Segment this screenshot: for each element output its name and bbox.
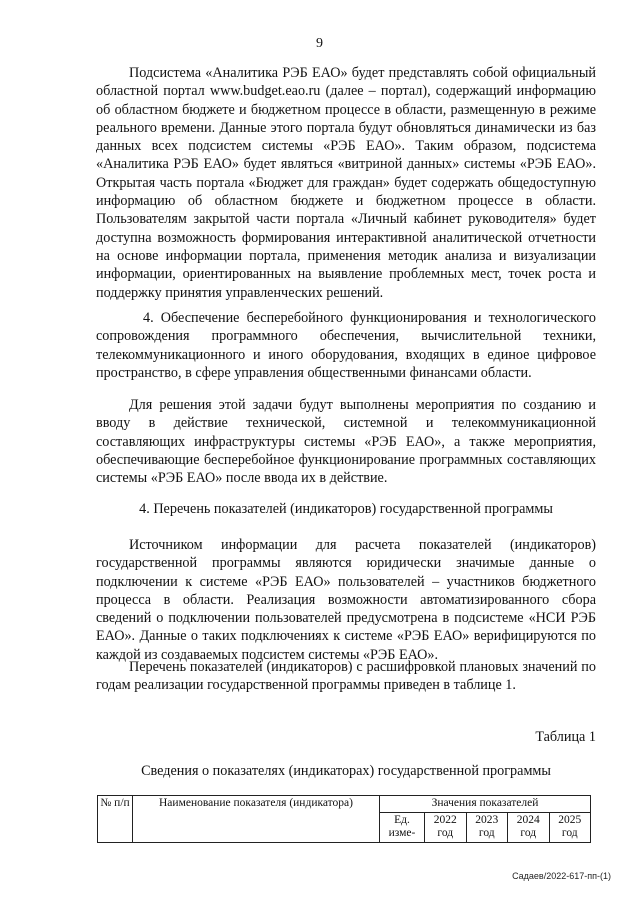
source-paragraph [96, 536, 596, 664]
year-value: 2024 [516, 813, 540, 826]
task-paragraph [96, 309, 596, 382]
header-indicator-name: Наименование показателя (индикатора) [133, 796, 380, 843]
header-year-2023 [466, 812, 508, 842]
measures-paragraph [96, 396, 596, 487]
list-paragraph [96, 658, 596, 695]
section-heading: 4. Перечень показателей (индикаторов) государственной программы [139, 501, 553, 517]
header-number: № п/п [98, 796, 133, 843]
table-header-row [98, 796, 591, 813]
year-suffix: год [561, 827, 578, 839]
year-value: 2022 [433, 813, 457, 826]
paragraph-task-4: 4. Обеспечение бесперебойного функционирования и технологического сопровождения программного обеспечения, вычислительной техники, телекоммуникационного и иного оборудования, входящих в единое цифровое пространство, в сфере управления общественными финансами области. [96, 310, 596, 381]
year-suffix: год [520, 827, 537, 839]
header-unit: Ед. изме- [380, 812, 425, 842]
paragraph-indicator-list: Перечень показателей (индикаторов) с расшифровкой плановых значений по годам реализации государственной программы приведен в таблице 1. [96, 659, 596, 694]
header-year-2024 [508, 812, 550, 842]
year-value: 2025 [558, 813, 582, 826]
year-suffix: год [478, 827, 495, 839]
document-footer-id: Садаев/2022-617-пп-(1) [512, 871, 611, 881]
paragraph-measures: Для решения этой задачи будут выполнены мероприятия по созданию и вводу в действие технической, системной и телекоммуникационной составляющих инфраструктуры системы «РЭБ ЕАО», а также мероприятия, обеспечивающие бесперебойное функционирование программных составляющих системы «РЭБ ЕАО» после ввода их в действие. [96, 397, 596, 487]
indicators-table [97, 795, 591, 843]
table-title: Сведения о показателях (индикаторах) государственной программы [141, 763, 551, 779]
paragraph-analytics-subsystem: Подсистема «Аналитика РЭБ ЕАО» будет представлять собой официальный областной портал www.budget.eao.ru (далее – портал), содержащий информацию об областном бюджете и бюджетном процессе в области, размещенную в режиме реального времени. Данные этого портала будут обновляться динамически из баз данных всех подсистем системы «РЭБ ЕАО». Таким образом, подсистема «Аналитика РЭБ ЕАО» будет являться «витриной данных» системы «РЭБ ЕАО». Открытая часть портала «Бюджет для граждан» будет содержать общедоступную информацию об областном бюджете и бюджетном процессе в области. Пользователям закрытой части портала «Личный кабинет руководителя» будет доступна возможность формирования интерактивной аналитической отчетности на основе информации портала, применения методик анализа и визуализации информации, ориентированных на выявление проблемных мест, точек роста и поддержку принятия управленческих решений. [96, 65, 596, 301]
header-year-2025 [549, 812, 591, 842]
header-values: Значения показателей [380, 796, 591, 813]
table-label: Таблица 1 [535, 729, 596, 745]
year-value: 2023 [475, 813, 499, 826]
header-year-2022 [425, 812, 467, 842]
paragraph-info-source: Источником информации для расчета показателей (индикаторов) государственной программы являются юридически значимые данные о подключении к системе «РЭБ ЕАО» пользователей – участников бюджетного процесса в области. Реализация возможности автоматизированного сбора сведений о подключении пользователей предусмотрена в подсистеме «НСИ РЭБ ЕАО». Данные о таких подключениях к системе «РЭБ ЕАО» верифицируются по каждой из создаваемых подсистем системы «РЭБ ЕАО». [96, 537, 596, 663]
intro-paragraph [96, 64, 596, 302]
page-number: 9 [316, 36, 323, 51]
year-suffix: год [437, 827, 454, 839]
